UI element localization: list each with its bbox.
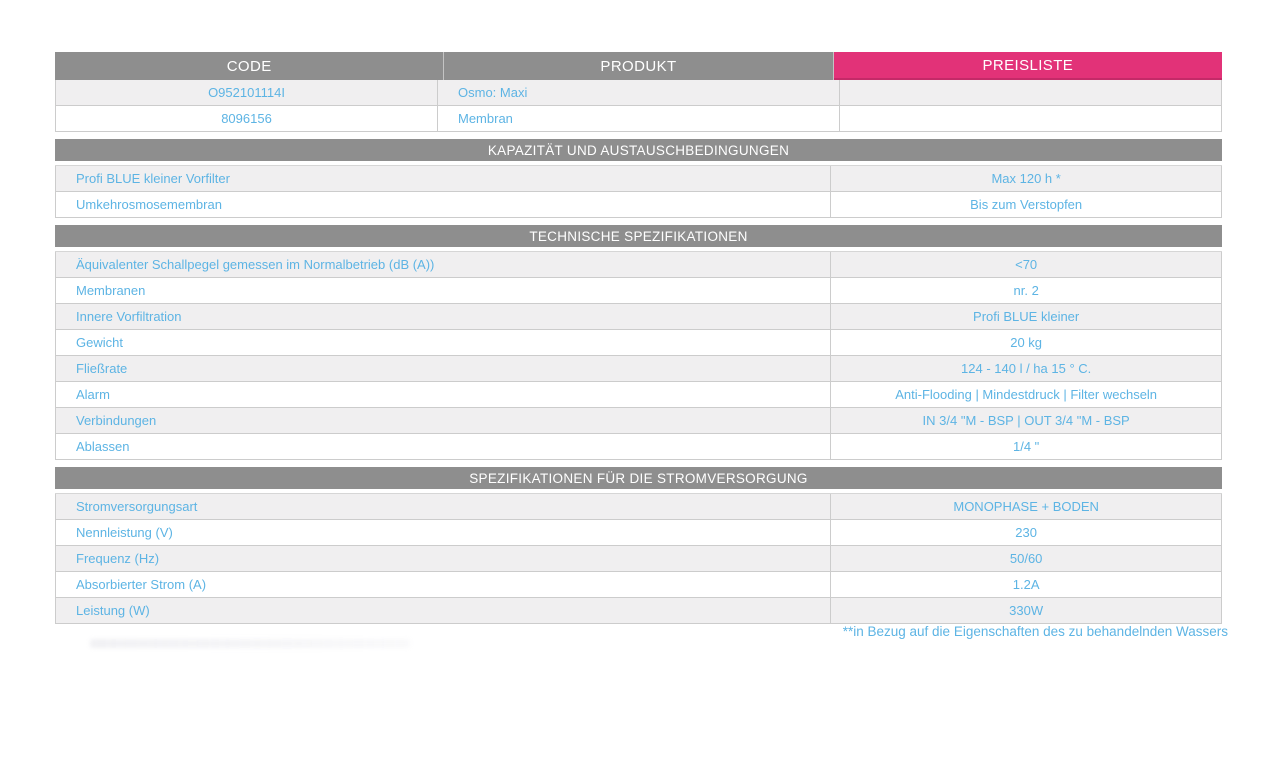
price-cell [840, 80, 1221, 105]
spec-value: 1.2A [1012, 577, 1040, 592]
spec-label: Absorbierter Strom (A) [56, 572, 831, 597]
spec-label: Fließrate [56, 356, 831, 381]
spec-label: Gewicht [56, 330, 831, 355]
table-row [55, 166, 1222, 192]
section-header-kapazitaet: KAPAZITÄT UND AUSTAUSCHBEDINGUNGEN [55, 139, 1222, 161]
column-header-produkt: PRODUKT [444, 52, 833, 80]
table-row [55, 278, 1222, 304]
product-cell: Membran [438, 106, 840, 131]
table-row [55, 330, 1222, 356]
spec-value: 124 - 140 l / ha 15 ° C. [961, 361, 1092, 376]
section-rows [55, 251, 1222, 460]
code-cell: 8096156 [56, 106, 438, 131]
table-row [55, 598, 1222, 624]
table-row [55, 434, 1222, 460]
table-row [55, 382, 1222, 408]
spec-label: Ablassen [56, 434, 831, 459]
table-header-row [55, 52, 1222, 80]
section-rows [55, 493, 1222, 624]
spec-label: Umkehrosmosemembran [56, 192, 831, 217]
table-row [55, 106, 1222, 132]
spec-value: 50/60 [1009, 551, 1043, 566]
column-header-code: CODE [55, 52, 444, 80]
spec-value: 330W [1009, 603, 1044, 618]
footnote-text: **in Bezug auf die Eigenschaften des zu behandelnden Wassers [842, 624, 1228, 639]
section-header-technische: TECHNISCHE SPEZIFIKATIONEN [55, 225, 1222, 247]
spec-value: IN 3/4 "M - BSP | OUT 3/4 "M - BSP [922, 413, 1130, 428]
spec-value: <70 [1015, 257, 1038, 272]
spec-value: 1/4 " [1012, 439, 1040, 454]
spec-value: Profi BLUE kleiner [973, 309, 1080, 324]
table-row [55, 520, 1222, 546]
spec-label: Alarm [56, 382, 831, 407]
spec-value: nr. 2 [1013, 283, 1039, 298]
price-cell [840, 106, 1221, 131]
product-cell: Osmo: Maxi [438, 80, 840, 105]
spec-label: Frequenz (Hz) [56, 546, 831, 571]
table-row [55, 252, 1222, 278]
spec-value: Bis zum Verstopfen [970, 197, 1083, 212]
spec-value: 20 kg [1010, 335, 1043, 350]
table-row [55, 80, 1222, 106]
column-header-preisliste: PREISLISTE [834, 52, 1222, 80]
product-spec-table [55, 52, 1222, 624]
spec-label: Leistung (W) [56, 598, 831, 623]
spec-value: MONOPHASE + BODEN [953, 499, 1099, 514]
spec-label: Äquivalenter Schallpegel gemessen im Normalbetrieb (dB (A)) [56, 252, 831, 277]
spec-label: Verbindungen [56, 408, 831, 433]
spec-value: Max 120 h * [991, 171, 1061, 186]
spec-label: Profi BLUE kleiner Vorfilter [56, 166, 831, 191]
spec-label: Nennleistung (V) [56, 520, 831, 545]
code-cell: O952101114I [56, 80, 438, 105]
spec-value: 230 [1015, 525, 1037, 540]
table-row [55, 408, 1222, 434]
spec-value: Anti-Flooding | Mindestdruck | Filter wechseln [895, 387, 1158, 402]
table-row [55, 546, 1222, 572]
table-row [55, 494, 1222, 520]
table-row [55, 356, 1222, 382]
section-header-stromversorgung: SPEZIFIKATIONEN FÜR DIE STROMVERSORGUNG [55, 467, 1222, 489]
spec-label: Innere Vorfiltration [56, 304, 831, 329]
section-rows [55, 165, 1222, 218]
spec-label: Membranen [56, 278, 831, 303]
ghost-text [90, 639, 410, 648]
table-row [55, 192, 1222, 218]
spec-label: Stromversorgungsart [56, 494, 831, 519]
table-row [55, 304, 1222, 330]
table-row [55, 572, 1222, 598]
